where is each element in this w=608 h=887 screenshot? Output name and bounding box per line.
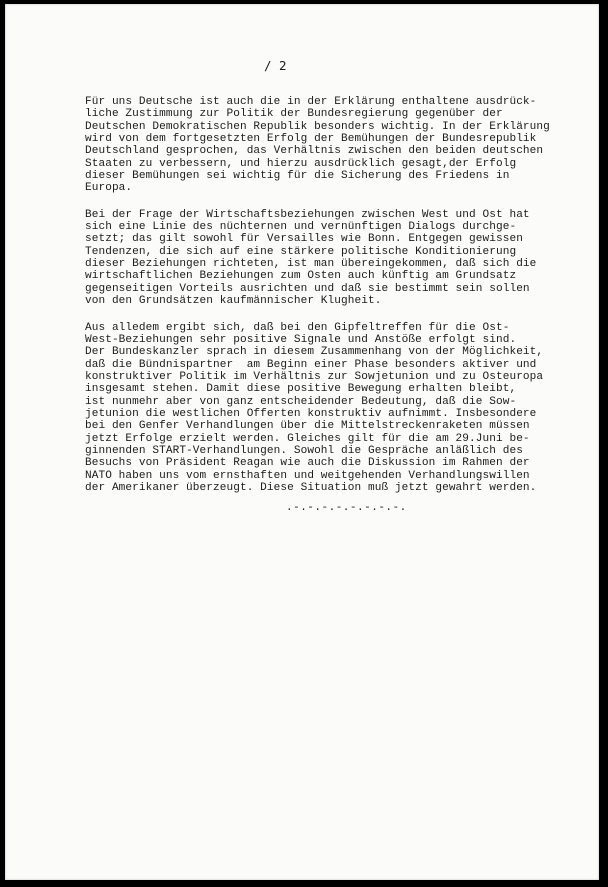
page-number: / 2 (264, 58, 287, 73)
text-line: ginnenden START-Verhandlungen. Sowohl die Gespräche anläßlich des (85, 444, 523, 457)
text-line: Der Bundeskanzler sprach in diesem Zusammenhang von der Möglichkeit, (85, 346, 544, 359)
text-line: der Amerikaner überzeugt. Diese Situation muß jetzt gewahrt werden. (85, 481, 537, 494)
document-body (85, 96, 585, 508)
text-line: Aus alledem ergibt sich, daß bei den Gipfeltreffen für die Ost- (85, 321, 510, 334)
text-line: daß die Bündnispartner am Beginn einer Phase besonders aktiver und (85, 358, 537, 371)
text-line: ist nunmehr aber von ganz entscheidender Bedeutung, daß die Sow- (85, 395, 517, 408)
text-line: wirtschaftlichen Beziehungen zum Osten auch künftig am Grundsatz (85, 270, 517, 283)
text-line: Europa. (85, 182, 133, 195)
paragraph-2 (85, 209, 585, 308)
text-line: konstruktiver Politik im Verhältnis zur Sowjetunion und zu Osteuropa (85, 370, 544, 383)
text-line: NATO haben uns vom ernsthaften und weitgehenden Verhandlungswillen (85, 469, 530, 482)
text-line: Bei der Frage der Wirtschaftsbeziehungen zwischen West und Ost hat (85, 208, 530, 221)
text-line: Tendenzen, die sich auf eine stärkere politische Konditionierung (85, 245, 517, 258)
text-line: von den Grundsätzen kaufmännischer Klugheit. (85, 295, 382, 308)
text-line: gegenseitigen Vorteils ausrichten und daß sie bestimmt sein sollen (85, 282, 530, 295)
end-of-text-mark: .-.-.-.-.-.-.-.-. (286, 502, 407, 514)
text-line: wird von dem fortgesetzten Erfolg der Bemühungen der Bundesrepublik (85, 133, 537, 146)
text-line: Deutschen Demokratischen Republik besonders wichtig. In der Erklärung (85, 120, 550, 133)
paragraph-1 (85, 96, 585, 195)
text-line: West-Beziehungen sehr positive Signale und Anstöße erfolgt sind. (85, 333, 517, 346)
text-line: Besuchs von Präsident Reagan wie auch die Diskussion im Rahmen der (85, 457, 530, 470)
paragraph-3 (85, 322, 585, 495)
text-line: liche Zustimmung zur Politik der Bundesregierung gegenüber der (85, 108, 503, 121)
text-line: dieser Beziehungen richteten, ist man übereingekommen, daß sich die (85, 258, 537, 271)
text-line: Staaten zu verbessern, und hierzu ausdrücklich gesagt,der Erfolg (85, 157, 517, 170)
text-line: setzt; das gilt sowohl für Versailles wie Bonn. Entgegen gewissen (85, 233, 523, 246)
text-line: sich eine Linie des nüchternen und vernünftigen Dialogs durchge- (85, 221, 517, 234)
text-line: Deutschland gesprochen, das Verhältnis zwischen den beiden deutschen (85, 145, 544, 158)
text-line: insgesamt stehen. Damit diese positive Bewegung erhalten bleibt, (85, 383, 517, 396)
text-line: Für uns Deutsche ist auch die in der Erklärung enthaltene ausdrück- (85, 96, 537, 108)
text-line: jetunion die westlichen Offerten konstruktiv aufnimmt. Insbesondere (85, 407, 537, 420)
text-line: bei den Genfer Verhandlungen über die Mittelstreckenraketen müssen (85, 420, 530, 433)
text-line: dieser Bemühungen sei wichtig für die Sicherung des Friedens in (85, 170, 510, 183)
text-line: jetzt Erfolge erzielt werden. Gleiches gilt für die am 29.Juni be- (85, 432, 530, 445)
